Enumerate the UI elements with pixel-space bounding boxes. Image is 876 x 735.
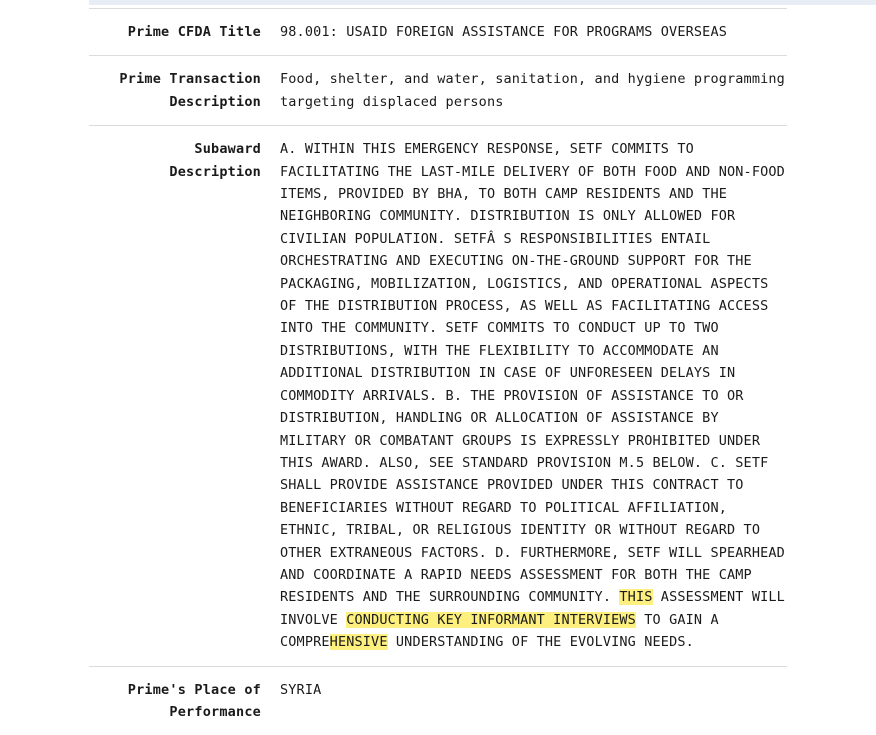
row-value-text: Food, shelter, and water, sanitation, and hygiene programming targeting displaced persons — [280, 71, 785, 110]
row-label-line: Description — [169, 93, 261, 110]
row-label-line: Prime's Place of — [127, 681, 261, 698]
highlighted-text: THIS — [619, 589, 653, 606]
row-value — [261, 138, 787, 653]
row-value-text: SYRIA — [280, 681, 322, 698]
row-label-line: Performance — [169, 703, 261, 720]
detail-row-subaward-description — [89, 125, 787, 665]
row-value — [261, 21, 787, 43]
row-value — [261, 68, 787, 113]
row-label-line: Description — [169, 163, 261, 180]
row-label — [89, 21, 261, 43]
highlighted-text: HENSIVE — [329, 634, 388, 651]
top-strip — [0, 0, 876, 8]
detail-rows — [0, 8, 876, 735]
plain-text: UNDERSTANDING OF THE EVOLVING NEEDS. — [387, 634, 694, 651]
detail-row-primes-place-of-performance — [89, 666, 787, 735]
row-label — [89, 679, 261, 724]
top-band — [89, 0, 876, 5]
plain-text: TO GAIN A COMPRE — [280, 611, 719, 651]
subaward-description-text — [280, 138, 787, 653]
row-label — [89, 68, 261, 113]
row-value-text: 98.001: USAID FOREIGN ASSISTANCE FOR PROGRAMS OVERSEAS — [280, 24, 727, 40]
row-label-line: Prime Transaction — [119, 71, 261, 88]
row-label — [89, 138, 261, 653]
row-value — [261, 679, 787, 724]
highlighted-text: CONDUCTING KEY INFORMANT INTERVIEWS — [346, 611, 636, 628]
detail-row-prime-transaction-description — [89, 55, 787, 125]
row-label-line: Subaward — [194, 141, 261, 158]
plain-text: ASSESSMENT WILL INVOLVE — [280, 589, 785, 628]
plain-text: A. WITHIN THIS EMERGENCY RESPONSE, SETF COMMITS TO FACILITATING THE LAST-MILE DELIVERY OF BOTH FOOD AND NON-FOOD ITEMS, PROVIDED BY BHA, TO BOTH CAMP RESIDENTS AND THE NEIGHBORING COMMUNITY. DISTRIBUTION IS ONLY ALLOWED FOR CIVILIAN POPULATION. SETFÂ S RESPONSIBILITIES ENTAIL ORCHESTRATING AND EXECUTING ON-THE-GROUND SUPPORT FOR THE PACKAGING, MOBILIZATION, LOGISTICS, AND OPERATIONAL ASPECTS OF THE DISTRIBUTION PROCESS, AS WELL AS FACILITATING ACCESS INTO THE COMMUNITY. SETF COMMITS TO CONDUCT UP TO TWO DISTRIBUTIONS, WITH THE FLEXIBILITY TO ACCOMMODATE AN ADDITIONAL DISTRIBUTION IN CASE OF UNFORESEEN DELAYS IN COMMODITY ARRIVALS. B. THE PROVISION OF ASSISTANCE TO OR DISTRIBUTION, HANDLING OR ALLOCATION OF ASSISTANCE BY MILITARY OR COMBATANT GROUPS IS EXPRESSLY PROHIBITED UNDER THIS AWARD. ALSO, SEE STANDARD PROVISION M.5 BELOW. C. SETF SHALL PROVIDE ASSISTANCE PROVIDED UNDER THIS CONTRACT TO BENEFICIARIES WITHOUT REGARD TO POLITICAL AFFILIATION, ETHNIC, TRIBAL, OR RELIGIOUS IDENTITY OR WITHOUT REGARD TO OTHER EXTRANEOUS FACTORS. D. FURTHERMORE, SETF WILL SPEARHEAD AND COORDINATE A RAPID NEEDS ASSESSMENT FOR BOTH THE CAMP RESIDENTS AND THE SURROUNDING COMMUNITY. — [280, 141, 785, 606]
detail-row-prime-cfda-title — [89, 8, 787, 55]
row-label-line: Prime CFDA Title — [127, 24, 261, 40]
